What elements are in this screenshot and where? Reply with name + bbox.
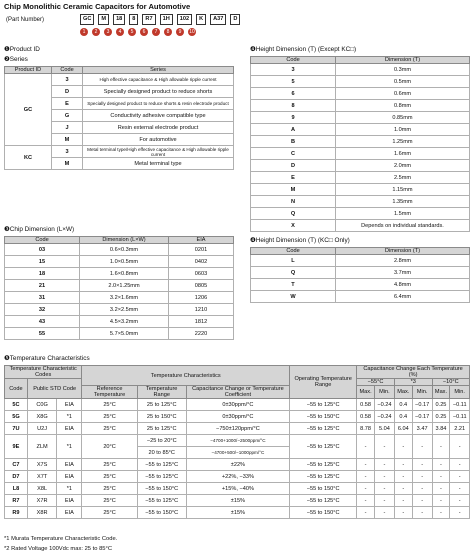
code-cell: 9 xyxy=(251,112,336,124)
footnote-2: *2 Rated Voltage 100Vdc max: 25 to 85°C xyxy=(4,546,113,552)
value-cell: X7T xyxy=(27,471,56,483)
value-cell: - xyxy=(432,459,450,471)
table-row xyxy=(5,495,470,507)
col-code: Code xyxy=(5,379,28,399)
series-cell: Specially designed product to reduce shorts & resin electrode product xyxy=(83,98,234,110)
col-dimension: Dimension (L×W) xyxy=(80,237,169,244)
part-number-index: 1 xyxy=(80,28,88,36)
value-cell: EIA xyxy=(57,507,82,519)
value-cell: 6.4mm xyxy=(336,291,470,303)
value-cell: ±22% xyxy=(186,459,289,471)
value-cell: 2.5mm xyxy=(336,172,470,184)
col-star3: *3 xyxy=(394,379,432,386)
cap-cell: −4700+500/−1000ppm/°C xyxy=(186,447,289,459)
value-cell: −55 to 125°C xyxy=(290,435,357,459)
table-row xyxy=(251,64,470,76)
table-row xyxy=(251,88,470,100)
value-cell: 1210 xyxy=(169,304,234,316)
table-row xyxy=(5,292,234,304)
code-cell: 9E xyxy=(5,435,28,459)
value-cell: 2.0×1.25mm xyxy=(80,280,169,292)
value-cell: 0.3mm xyxy=(336,64,470,76)
part-number-indices xyxy=(80,28,196,36)
code-cell: 5G xyxy=(5,411,28,423)
value-cell: - xyxy=(412,483,432,495)
col-dimension: Dimension (T) xyxy=(336,248,470,255)
value-cell: - xyxy=(432,435,450,459)
value-cell: 25°C xyxy=(82,507,137,519)
value-cell: 3.47 xyxy=(412,423,432,435)
code-cell: D xyxy=(251,160,336,172)
part-number-box: 8 xyxy=(129,14,138,25)
value-cell: −750±120ppm/°C xyxy=(186,423,289,435)
value-cell: X7R xyxy=(27,495,56,507)
part-number-index: 2 xyxy=(92,28,100,36)
value-cell: EIA xyxy=(57,495,82,507)
value-cell: 25°C xyxy=(82,459,137,471)
code-cell: 21 xyxy=(5,280,80,292)
value-cell: 1.25mm xyxy=(336,136,470,148)
col-temp-range: Temperature Range xyxy=(137,386,186,399)
table-row xyxy=(5,256,234,268)
value-cell: *1 xyxy=(57,435,82,459)
value-cell: 1206 xyxy=(169,292,234,304)
value-cell: 1.35mm xyxy=(336,196,470,208)
col-code: Code xyxy=(5,237,80,244)
value-cell: - xyxy=(450,483,470,495)
code-cell: T xyxy=(251,279,336,291)
code-cell: 6 xyxy=(251,88,336,100)
part-number-index: 3 xyxy=(104,28,112,36)
code-cell: B xyxy=(251,136,336,148)
value-cell: 1.0mm xyxy=(336,124,470,136)
value-cell: - xyxy=(450,471,470,483)
value-cell: 0±30ppm/°C xyxy=(186,399,289,411)
value-cell: - xyxy=(394,459,412,471)
value-cell: 0.4 xyxy=(394,411,412,423)
value-cell: X8G xyxy=(27,411,56,423)
code-cell: 43 xyxy=(5,316,80,328)
value-cell: 5.04 xyxy=(374,423,394,435)
value-cell: 5.7×5.0mm xyxy=(80,328,169,340)
table-row xyxy=(251,291,470,303)
value-cell: 0.6×0.3mm xyxy=(80,244,169,256)
part-number-label: (Part Number) xyxy=(6,17,45,23)
value-cell: −0.24 xyxy=(374,399,394,411)
table-row xyxy=(5,328,234,340)
height-dimension-heading: ❹Height Dimension (T) (Except KC□) xyxy=(250,46,357,53)
table-row xyxy=(5,435,470,447)
value-cell: −55 to 125°C xyxy=(290,471,357,483)
value-cell: - xyxy=(357,459,375,471)
value-cell: 25 to 125°C xyxy=(137,399,186,411)
col-code: Code xyxy=(52,67,83,74)
col-m55: −55°C xyxy=(357,379,395,386)
value-cell: - xyxy=(394,435,412,459)
code-cell: 8 xyxy=(251,100,336,112)
value-cell: - xyxy=(374,507,394,519)
part-number-boxes xyxy=(80,14,240,25)
col-min: Min. xyxy=(412,386,432,399)
value-cell: −55 to 125°C xyxy=(290,459,357,471)
part-number-index: 7 xyxy=(152,28,160,36)
table-row xyxy=(5,423,470,435)
table-row xyxy=(5,507,470,519)
part-number-box: 1H xyxy=(160,14,173,25)
table-row xyxy=(5,411,470,423)
temperature-heading: ❺Temperature Characteristics xyxy=(4,355,90,362)
code-cell: 3 xyxy=(52,74,83,86)
code-cell: R7 xyxy=(5,495,28,507)
code-cell: 3 xyxy=(52,146,83,158)
code-cell: E xyxy=(251,172,336,184)
part-number-index: 10 xyxy=(189,29,195,35)
value-cell: - xyxy=(357,507,375,519)
code-cell: 55 xyxy=(5,328,80,340)
value-cell: 2.21 xyxy=(450,423,470,435)
table-row xyxy=(251,196,470,208)
col-product-id: Product ID xyxy=(5,67,52,74)
value-cell: 1.15mm xyxy=(336,184,470,196)
value-cell: - xyxy=(374,471,394,483)
value-cell: ZLM xyxy=(27,435,56,459)
part-number-box: D xyxy=(230,14,240,25)
value-cell: - xyxy=(394,507,412,519)
value-cell: −0.17 xyxy=(412,411,432,423)
value-cell: EIA xyxy=(57,423,82,435)
value-cell: - xyxy=(432,495,450,507)
value-cell: - xyxy=(432,507,450,519)
code-cell: X xyxy=(251,220,336,232)
table-row xyxy=(251,220,470,232)
code-cell: M xyxy=(52,134,83,146)
value-cell: 25°C xyxy=(82,423,137,435)
height-kc-table xyxy=(250,247,470,303)
value-cell: 0.4 xyxy=(394,399,412,411)
code-cell: 03 xyxy=(5,244,80,256)
part-number-index: 8 xyxy=(164,28,172,36)
value-cell: −55 to 125°C xyxy=(137,471,186,483)
series-cell: Resin external electrode product xyxy=(83,122,234,134)
value-cell: 0.5mm xyxy=(336,76,470,88)
value-cell: 1.6mm xyxy=(336,148,470,160)
code-cell: C xyxy=(251,148,336,160)
value-cell: −4700+1000/−2500ppm/°C xyxy=(186,435,289,447)
value-cell: −55 to 125°C xyxy=(137,459,186,471)
table-row xyxy=(5,146,234,158)
product-id-cell: GC xyxy=(5,74,52,146)
value-cell: 3.7mm xyxy=(336,267,470,279)
value-cell: 1.0×0.5mm xyxy=(80,256,169,268)
code-cell: M xyxy=(52,158,83,170)
value-cell: −0.17 xyxy=(412,399,432,411)
code-cell: D7 xyxy=(5,471,28,483)
code-cell: 32 xyxy=(5,304,80,316)
series-cell: Metal terminal type xyxy=(83,158,234,170)
code-cell: E xyxy=(52,98,83,110)
table-row xyxy=(5,280,234,292)
value-cell: 0603 xyxy=(169,268,234,280)
col-eia: EIA xyxy=(169,237,234,244)
part-number-index: 9 xyxy=(176,28,184,36)
value-cell: 3.2×1.6mm xyxy=(80,292,169,304)
table-row xyxy=(251,100,470,112)
code-cell: A xyxy=(251,124,336,136)
range-cell: 20 to 85°C xyxy=(137,447,186,459)
value-cell: 2220 xyxy=(169,328,234,340)
col-operating-range: Operating Temperature Range xyxy=(290,366,357,399)
value-cell: 3.2×2.5mm xyxy=(80,304,169,316)
col-ref-temp: Reference Temperature xyxy=(82,386,137,399)
col-series: Series xyxy=(83,67,234,74)
value-cell: −0.11 xyxy=(450,399,470,411)
value-cell: 0.25 xyxy=(432,399,450,411)
height-kc-heading: ❹Height Dimension (T) (KC□ Only) xyxy=(250,237,350,244)
value-cell: 25°C xyxy=(82,495,137,507)
code-cell: 5 xyxy=(251,76,336,88)
table-row xyxy=(251,136,470,148)
value-cell: EIA xyxy=(57,399,82,411)
table-row xyxy=(251,76,470,88)
value-cell: 8.78 xyxy=(357,423,375,435)
value-cell: 4.5×3.2mm xyxy=(80,316,169,328)
table-row xyxy=(251,172,470,184)
value-cell: 2.0mm xyxy=(336,160,470,172)
value-cell: 25°C xyxy=(82,483,137,495)
table-row xyxy=(5,471,470,483)
value-cell: 0.85mm xyxy=(336,112,470,124)
code-cell: Q xyxy=(251,208,336,220)
value-cell: 25 to 150°C xyxy=(137,411,186,423)
code-cell: Q xyxy=(251,267,336,279)
table-row xyxy=(251,255,470,267)
value-cell: 25°C xyxy=(82,411,137,423)
value-cell: 25°C xyxy=(82,399,137,411)
code-cell: R9 xyxy=(5,507,28,519)
col-cap-change: Capacitance Change Each Temperature (%) xyxy=(357,366,470,379)
value-cell: −55 to 150°C xyxy=(290,411,357,423)
page-title: Chip Monolithic Ceramic Capacitors for Automotive xyxy=(4,2,191,11)
value-cell: - xyxy=(450,507,470,519)
code-cell: M xyxy=(251,184,336,196)
value-cell: −55 to 125°C xyxy=(290,399,357,411)
value-cell: - xyxy=(357,483,375,495)
value-cell: 0201 xyxy=(169,244,234,256)
value-cell: EIA xyxy=(57,471,82,483)
table-row xyxy=(251,148,470,160)
table-row xyxy=(5,74,234,86)
value-cell: - xyxy=(412,459,432,471)
value-cell: −55 to 125°C xyxy=(290,495,357,507)
value-cell: - xyxy=(432,483,450,495)
series-cell: Conductivity adhesive compatible type xyxy=(83,110,234,122)
value-cell: 0.25 xyxy=(432,411,450,423)
value-cell: 25 to 125°C xyxy=(137,423,186,435)
value-cell: −55 to 125°C xyxy=(137,495,186,507)
value-cell: 2.8mm xyxy=(336,255,470,267)
value-cell: 1812 xyxy=(169,316,234,328)
table-row xyxy=(5,399,470,411)
value-cell: - xyxy=(450,495,470,507)
value-cell: - xyxy=(432,471,450,483)
value-cell: 1.6×0.8mm xyxy=(80,268,169,280)
code-cell: W xyxy=(251,291,336,303)
part-number-box: 102 xyxy=(177,14,192,25)
code-cell: 3 xyxy=(251,64,336,76)
value-cell: 0±30ppm/°C xyxy=(186,411,289,423)
part-number-box: GC xyxy=(80,14,94,25)
value-cell: - xyxy=(357,471,375,483)
value-cell: X8R xyxy=(27,507,56,519)
code-cell: J xyxy=(52,122,83,134)
value-cell: ±15% xyxy=(186,507,289,519)
value-cell: - xyxy=(374,435,394,459)
value-cell: 6.04 xyxy=(394,423,412,435)
part-number-index: 6 xyxy=(140,28,148,36)
value-cell: - xyxy=(450,459,470,471)
value-cell: - xyxy=(374,483,394,495)
code-cell: 7U xyxy=(5,423,28,435)
col-dimension: Dimension (T) xyxy=(336,57,470,64)
part-number-box: A37 xyxy=(210,14,226,25)
part-number-box: K xyxy=(196,14,206,25)
value-cell: - xyxy=(357,495,375,507)
table-row xyxy=(5,316,234,328)
value-cell: 0.58 xyxy=(357,399,375,411)
part-number-index: 4 xyxy=(116,28,124,36)
value-cell: - xyxy=(412,495,432,507)
part-number-box: M xyxy=(98,14,109,25)
col-public-std: Public STD Code xyxy=(27,379,81,399)
value-cell: −55 to 125°C xyxy=(290,423,357,435)
value-cell: X7S xyxy=(27,459,56,471)
chip-dimension-heading: ❸Chip Dimension (L×W) xyxy=(4,226,75,233)
table-row xyxy=(251,124,470,136)
code-cell: 31 xyxy=(5,292,80,304)
code-cell: L8 xyxy=(5,483,28,495)
table-row xyxy=(251,267,470,279)
col-m10: −10°C xyxy=(432,379,469,386)
series-cell: Specially designed product to reduce shorts xyxy=(83,86,234,98)
part-number-box: R7 xyxy=(142,14,155,25)
value-cell: +15%, −40% xyxy=(186,483,289,495)
value-cell: 20°C xyxy=(82,435,137,459)
table-row xyxy=(251,160,470,172)
value-cell: ±15% xyxy=(186,495,289,507)
code-cell: 5C xyxy=(5,399,28,411)
value-cell: U2J xyxy=(27,423,56,435)
col-code: Code xyxy=(251,57,336,64)
table-row xyxy=(251,112,470,124)
value-cell: +22%, −33% xyxy=(186,471,289,483)
col-code: Code xyxy=(251,248,336,255)
value-cell: EIA xyxy=(57,459,82,471)
value-cell: - xyxy=(374,459,394,471)
value-cell: 0805 xyxy=(169,280,234,292)
value-cell: 0402 xyxy=(169,256,234,268)
table-row xyxy=(5,268,234,280)
series-cell: For automotive xyxy=(83,134,234,146)
product-id-cell: KC xyxy=(5,146,52,170)
value-cell: −55 to 150°C xyxy=(290,507,357,519)
value-cell: 0.58 xyxy=(357,411,375,423)
code-cell: G xyxy=(52,110,83,122)
series-table xyxy=(4,66,234,170)
height-dimension-table xyxy=(250,56,470,232)
value-cell: C0G xyxy=(27,399,56,411)
col-temp-codes: Temperature Characteristic Codes xyxy=(5,366,82,379)
value-cell: 4.8mm xyxy=(336,279,470,291)
value-cell: −55 to 150°C xyxy=(137,507,186,519)
col-min: Min. xyxy=(450,386,470,399)
value-cell: 1.5mm xyxy=(336,208,470,220)
value-cell: - xyxy=(412,435,432,459)
value-cell: - xyxy=(412,507,432,519)
footnote-1: *1 Murata Temperature Characteristic Code. xyxy=(4,536,118,542)
value-cell: 25°C xyxy=(82,471,137,483)
col-max: Max. xyxy=(394,386,412,399)
series-cell: High effective capacitance & High allowable ripple current xyxy=(83,74,234,86)
value-cell: −0.24 xyxy=(374,411,394,423)
code-cell: N xyxy=(251,196,336,208)
table-row xyxy=(5,304,234,316)
value-cell: −0.11 xyxy=(450,411,470,423)
table-row xyxy=(251,279,470,291)
product-id-heading: ❶Product ID xyxy=(4,46,40,53)
value-cell: - xyxy=(394,483,412,495)
table-row xyxy=(251,184,470,196)
col-cap-coef: Capacitance Change or Temperature Coefficient xyxy=(186,386,289,399)
code-cell: D xyxy=(52,86,83,98)
table-row xyxy=(251,208,470,220)
value-cell: Depends on individual standards. xyxy=(336,220,470,232)
value-cell: - xyxy=(357,435,375,459)
col-temp-characteristics: Temperature Characteristics xyxy=(82,366,290,386)
value-cell: 3.84 xyxy=(432,423,450,435)
value-cell: 0.8mm xyxy=(336,100,470,112)
series-cell: Metal terminal type/High effective capacitance & High allowable ripple current xyxy=(83,146,234,158)
value-cell: - xyxy=(394,495,412,507)
value-cell: −55 to 150°C xyxy=(137,483,186,495)
value-cell: 0.6mm xyxy=(336,88,470,100)
value-cell: - xyxy=(394,471,412,483)
value-cell: −55 to 150°C xyxy=(290,483,357,495)
code-cell: 15 xyxy=(5,256,80,268)
part-number-index: 5 xyxy=(128,28,136,36)
value-cell: - xyxy=(412,471,432,483)
chip-dimension-table xyxy=(4,236,234,340)
code-cell: 18 xyxy=(5,268,80,280)
code-cell: L xyxy=(251,255,336,267)
value-cell: *1 xyxy=(57,411,82,423)
part-number-box: 18 xyxy=(113,14,125,25)
col-min: Min. xyxy=(374,386,394,399)
temperature-table xyxy=(4,365,470,519)
col-max: Max. xyxy=(432,386,450,399)
table-row xyxy=(5,244,234,256)
value-cell: *1 xyxy=(57,483,82,495)
value-cell: −25 to 20°C xyxy=(137,435,186,447)
value-cell: X8L xyxy=(27,483,56,495)
table-row xyxy=(5,483,470,495)
col-max: Max. xyxy=(357,386,375,399)
code-cell: C7 xyxy=(5,459,28,471)
series-heading: ❷Series xyxy=(4,56,28,63)
value-cell: - xyxy=(450,435,470,459)
value-cell: - xyxy=(374,495,394,507)
table-row xyxy=(5,459,470,471)
